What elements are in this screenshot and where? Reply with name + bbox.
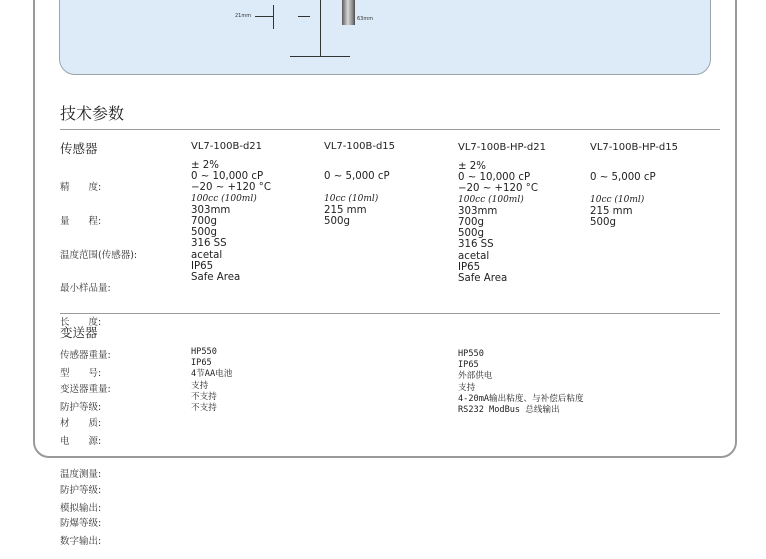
sensor-col-3 [458,161,538,284]
column-header-2: VL7-100B-d15 [324,141,396,152]
dimension-vertical [320,0,321,56]
value: HP550 [458,349,484,359]
column-header-3: VL7-100B-HP-d21 [458,142,546,153]
value: 100cc (100ml) [458,194,524,205]
transmitter-labels [60,346,101,559]
value: 700g [191,215,217,227]
transmitter-category: 变送器 [60,325,98,340]
section-title: 技术参数 [60,104,125,123]
value: 4-20mA输出粘度、与补偿后粘度 [458,393,584,404]
value: IP65 [191,260,214,272]
dimension-length-label: 63mm [357,16,374,22]
value: 外部供电 [458,371,493,382]
label-range: 量 程: [60,216,102,228]
value: 215 mm [324,204,367,216]
probe-image [342,0,355,25]
dimension-bottom-line [290,56,350,57]
label-min-sample: 最小样品量: [60,283,111,295]
value: 4节AA电池 [191,369,233,380]
value: ± 2% [458,161,486,172]
column-header-1: VL7-100B-d21 [191,141,263,152]
value: 10cc (10ml) [590,194,645,205]
label-digital-output: 数字输出: [60,536,102,548]
value: 500g [191,227,217,239]
value: RS232 ModBus 总线输出 [458,404,560,415]
value: 303mm [191,204,231,216]
value: IP65 [458,360,479,371]
sensor-category: 传感器 [60,141,98,156]
value: 100cc (100ml) [191,193,257,204]
value: 500g [590,216,616,228]
sensor-col-2 [324,160,390,227]
label-temp-range: 温度范围(传感器): [60,249,138,261]
value: 215 mm [590,205,633,217]
value: 0 ~ 5,000 cP [324,171,390,183]
label-explosion: 防爆等级: [60,518,102,530]
value: −20 ~ +120 °C [458,183,538,195]
sensor-col-1 [191,160,271,283]
value: 支持 [458,382,476,393]
value: HP550 [191,347,217,357]
divider-middle [60,313,720,314]
dimension-line-right [298,16,310,17]
transmitter-col-1 [191,347,232,414]
value [590,161,656,172]
column-header-4: VL7-100B-HP-d15 [590,142,678,153]
value: 316 SS [458,239,494,251]
value: 不支持 [191,402,217,413]
value: 316 SS [191,238,227,250]
value: 不支持 [191,391,217,402]
value: 支持 [191,380,209,391]
value: 0 ~ 5,000 cP [590,172,656,184]
probe-diagram [59,0,711,75]
value: acetal [191,249,223,261]
value: 0 ~ 10,000 cP [458,172,531,184]
divider-top [60,129,720,130]
label-transmitter-weight: 变送器重量: [60,384,111,396]
value: acetal [458,250,490,262]
value: 700g [458,216,484,228]
value: −20 ~ +120 °C [191,182,271,194]
label-accuracy: 精 度: [60,182,102,194]
label-length: 长 度: [60,316,102,328]
value: 500g [324,215,350,227]
sensor-col-4 [590,161,656,228]
label-model: 型 号: [60,368,102,380]
value: IP65 [458,261,481,273]
value [324,182,390,193]
label-protection: 防护等级: [60,484,102,496]
value: Safe Area [191,271,241,283]
value: Safe Area [458,272,508,284]
label-temp-measure: 温度测量: [60,469,102,481]
label-sensor-weight: 传感器重量: [60,350,111,362]
dimension-line-left [255,16,273,17]
value: 303mm [458,205,498,217]
transmitter-col-3 [458,349,584,416]
value [324,160,390,171]
value [590,183,656,194]
value: 0 ~ 10,000 cP [191,171,264,183]
dimension-tick-left [273,5,274,29]
label-protection: 防护等级: [60,402,102,414]
dimension-width-label: 21mm [235,13,252,19]
label-analog-output: 模拟输出: [60,502,102,514]
label-material: 材 质: [60,417,102,429]
value: IP65 [191,358,212,369]
value: ± 2% [191,160,219,171]
value: 10cc (10ml) [324,193,379,204]
value: 500g [458,228,484,240]
label-power: 电 源: [60,435,102,447]
